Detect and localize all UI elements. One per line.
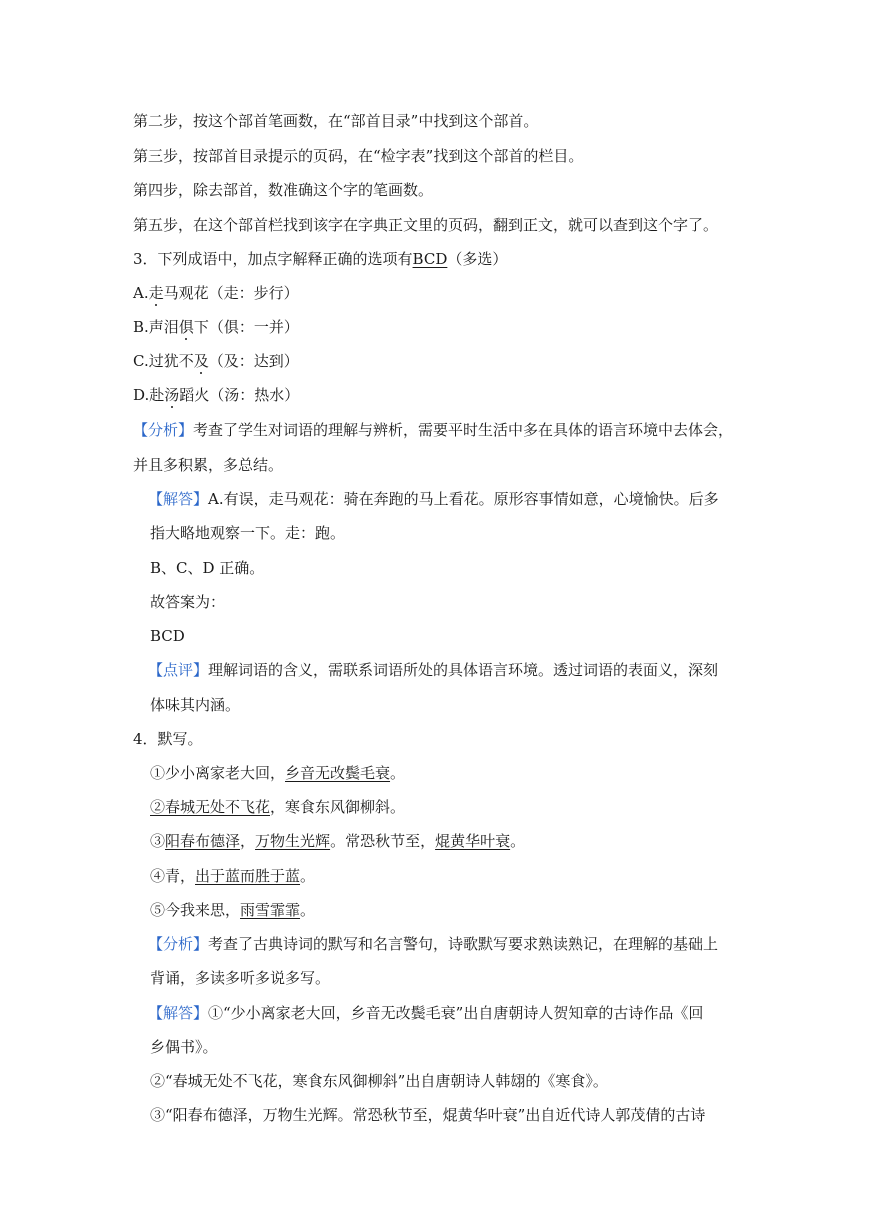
option-c-label: C. — [133, 352, 149, 370]
q4-item-1-post: 。 — [390, 764, 406, 782]
q4-item-4-post: 。 — [300, 867, 316, 885]
q4-analysis-line-2: 背诵，多读多听多说多写。 — [150, 969, 331, 987]
q4-item-5-post: 。 — [300, 901, 316, 919]
option-d-post: 蹈火（汤：热水） — [179, 386, 300, 404]
q3-analysis-line-2: 并且多积累，多总结。 — [133, 456, 284, 474]
q4-solution-line-4: ③“阳春布德泽，万物生光辉。常恐秋节至，焜黄华叶衰”出自近代诗人郭茂倩的古诗 — [150, 1106, 706, 1124]
option-b-label: B. — [133, 318, 149, 336]
question-3-stem-text: 3．下列成语中，加点字解释正确的选项有 — [133, 250, 413, 268]
q4-item-3-answer-1: 阳春布德泽 — [165, 832, 241, 850]
analysis-tag: 【分析】 — [148, 935, 209, 953]
q3-solution-line-3: B、C、D 正确。 — [150, 559, 265, 577]
q4-solution-line-1 — [148, 1003, 703, 1023]
q3-comment-text-1: 理解词语的含义，需联系词语所处的具体语言环境。透过词语的表面义，深刻 — [208, 661, 719, 679]
option-b-dotted-char: 俱 — [178, 318, 194, 336]
q4-item-4 — [150, 866, 315, 886]
option-b-post: 下（俱：一并） — [193, 318, 299, 336]
q4-item-4-pre: ④青， — [150, 867, 196, 885]
solution-tag: 【解答】 — [148, 490, 209, 508]
q3-comment-line-2: 体味其内涵。 — [150, 696, 241, 714]
q4-item-5-pre: ⑤今我来思， — [150, 901, 241, 919]
option-a-dotted-char: 走 — [148, 284, 164, 302]
solution-tag: 【解答】 — [148, 1004, 209, 1022]
option-b-pre: 声泪 — [148, 318, 179, 336]
option-d-pre: 赴 — [149, 386, 165, 404]
q4-solution-line-2: 乡偶书》。 — [150, 1038, 218, 1056]
question-3-stem-suffix: （多选） — [447, 250, 508, 268]
q4-item-5-answer: 雨雪霏霏 — [240, 901, 301, 919]
q4-item-2-answer: ②春城无处不飞花 — [150, 798, 271, 816]
q4-item-4-answer: 出于蓝而胜于蓝 — [195, 867, 301, 885]
analysis-tag: 【分析】 — [133, 421, 194, 439]
q3-solution-line-4: 故答案为： — [150, 593, 226, 611]
option-c-dotted-char: 及 — [193, 352, 209, 370]
step-4: 第四步，除去部首，数准确这个字的笔画数。 — [133, 181, 434, 199]
option-a-label: A. — [133, 284, 149, 302]
question-3-stem — [133, 249, 507, 269]
q3-solution-line-5: BCD — [150, 627, 185, 645]
q4-item-3-answer-3: 焜黄华叶衰 — [435, 832, 511, 850]
q4-item-3-post: 。 — [510, 832, 526, 850]
q4-item-3-mid-1: ， — [240, 832, 256, 850]
q4-analysis-line-1 — [148, 934, 718, 954]
option-c-pre: 过犹不 — [148, 352, 194, 370]
q4-item-2-post: ，寒食东风御柳斜。 — [270, 798, 406, 816]
q3-analysis-line-1 — [133, 420, 733, 440]
q4-solution-text-1: ①“少小离家老大回，乡音无改鬓毛衰”出自唐朝诗人贺知章的古诗作品《回 — [208, 1004, 704, 1022]
comment-tag: 【点评】 — [148, 661, 209, 679]
step-5: 第五步，在这个部首栏找到该字在字典正文里的页码，翻到正文，就可以查到这个字了。 — [133, 216, 719, 234]
q3-solution-text-1: A.有误，走马观花：骑在奔跑的马上看花。原形容事情如意，心境愉快。后多 — [208, 490, 719, 508]
option-c-post: （及：达到） — [208, 352, 299, 370]
q4-item-5 — [150, 900, 315, 920]
q4-item-2 — [150, 797, 405, 817]
q4-solution-line-3: ②“春城无处不飞花，寒食东风御柳斜”出自唐朝诗人韩翃的《寒食》。 — [150, 1072, 608, 1090]
q4-item-3-pre: ③ — [150, 832, 166, 850]
option-c — [133, 351, 299, 371]
q3-solution-line-1 — [148, 489, 719, 509]
option-d-label: D. — [133, 386, 150, 404]
q3-comment-line-1 — [148, 660, 718, 680]
q4-item-1-pre: ①少小离家老大回， — [150, 764, 286, 782]
q4-item-3 — [150, 831, 525, 851]
q4-item-1 — [150, 763, 405, 783]
option-a — [133, 283, 299, 303]
question-3-answer: BCD — [412, 250, 448, 268]
q4-item-3-mid-2: 。常恐秋节至， — [330, 832, 436, 850]
q4-item-1-answer: 乡音无改鬓毛衰 — [285, 764, 391, 782]
option-d — [133, 385, 299, 405]
q4-analysis-text-1: 考查了古典诗词的默写和名言警句，诗歌默写要求熟读熟记，在理解的基础上 — [208, 935, 719, 953]
step-3: 第三步，按部首目录提示的页码，在“检字表”找到这个部首的栏目。 — [133, 147, 584, 165]
step-2: 第二步，按这个部首笔画数，在“部首目录”中找到这个部首。 — [133, 112, 539, 130]
option-a-post: 马观花（走：步行） — [163, 284, 299, 302]
option-b — [133, 317, 299, 337]
q3-solution-line-2: 指大略地观察一下。走：跑。 — [150, 524, 346, 542]
question-4-stem: 4．默写。 — [133, 730, 203, 748]
option-d-dotted-char: 汤 — [164, 386, 180, 404]
q3-analysis-text-1: 考查了学生对词语的理解与辨析，需要平时生活中多在具体的语言环境中去体会， — [193, 421, 734, 439]
q4-item-3-answer-2: 万物生光辉 — [255, 832, 331, 850]
